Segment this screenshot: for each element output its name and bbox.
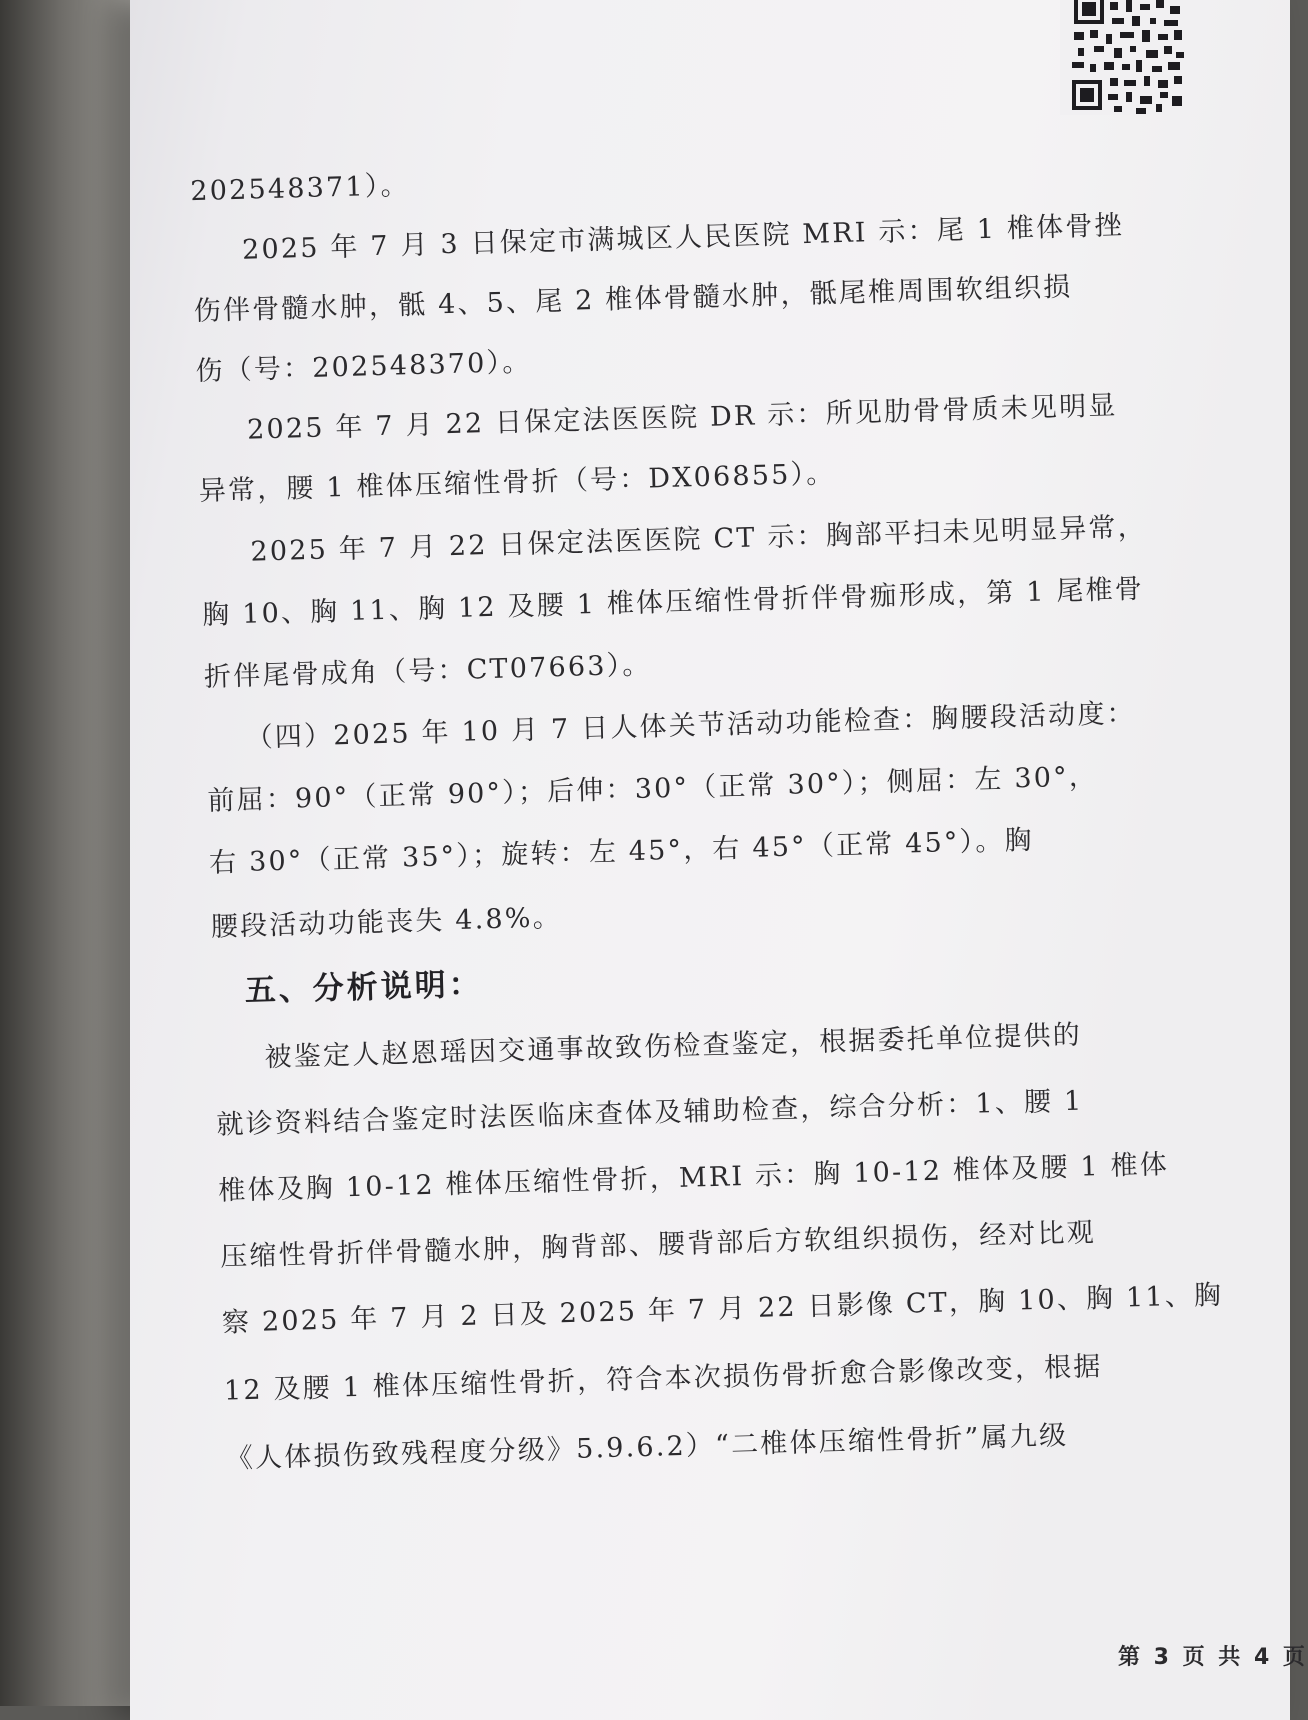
text-line: 椎体及胸 10-12 椎体压缩性骨折，MRI 示：胸 10-12 椎体及腰 1 椎体 <box>217 1149 1170 1207</box>
text-line: 《人体损伤致残程度分级》5.9.6.2）“二椎体压缩性骨折”属九级 <box>225 1420 1069 1475</box>
page-footer: 第 3 页 共 4 页 <box>1118 1645 1308 1670</box>
text-line: 被鉴定人赵恩瑶因交通事故致伤检查鉴定，根据委托单位提供的 <box>264 1019 1083 1074</box>
text-line: 2025 年 7 月 3 日保定市满城区人民医院 MRI 示：尾 1 椎体骨挫 <box>241 210 1125 266</box>
text-line: 2025 年 7 月 22 日保定法医医院 CT 示：胸部平扫未见明显异常， <box>250 511 1148 568</box>
text-line: 伤（号：202548370）。 <box>195 346 532 388</box>
section-heading: 五、分析说明： <box>244 966 484 1009</box>
text-line: 胸 10、胸 11、胸 12 及腰 1 椎体压缩性骨折伴骨痂形成，第 1 尾椎骨 <box>201 573 1145 631</box>
text-line: 右 30°（正常 35°）；旋转：左 45°，右 45°（正常 45°）。胸 <box>208 824 1035 879</box>
text-line: 察 2025 年 7 月 2 日及 2025 年 7 月 22 日影像 CT，胸 10、胸 11、胸 <box>221 1279 1224 1339</box>
text-line: 2025 年 7 月 22 日保定法医医院 DR 示：所见肋骨骨质未见明显 <box>246 390 1118 446</box>
text-line: （四）2025 年 10 月 7 日人体关节活动功能检查：胸腰段活动度： <box>245 697 1137 754</box>
text-line: 12 及腰 1 椎体压缩性骨折，符合本次损伤骨折愈合影像改变，根据 <box>223 1351 1103 1407</box>
text-line: 折伴尾骨成角（号：CT07663）。 <box>203 649 652 693</box>
text-line: 伤伴骨髓水肿，骶 4、5、尾 2 椎体骨髓水肿，骶尾椎周围软组织损 <box>193 271 1073 328</box>
qr-code-icon <box>1060 0 1190 115</box>
text-line: 202548371）。 <box>190 170 411 208</box>
text-line: 就诊资料结合鉴定时法医临床查体及辅助检查，综合分析：1、腰 1 <box>216 1085 1084 1141</box>
text-line: 异常，腰 1 椎体压缩性骨折（号：DX06855）。 <box>198 458 836 508</box>
text-line: 腰段活动功能丧失 4.8%。 <box>210 902 563 943</box>
text-line: 压缩性骨折伴骨髓水肿，胸背部、腰背部后方软组织损伤，经对比观 <box>219 1217 1097 1273</box>
text-line: 前屈：90°（正常 90°）；后伸：30°（正常 30°）；侧屈：左 30°， <box>207 761 1099 817</box>
